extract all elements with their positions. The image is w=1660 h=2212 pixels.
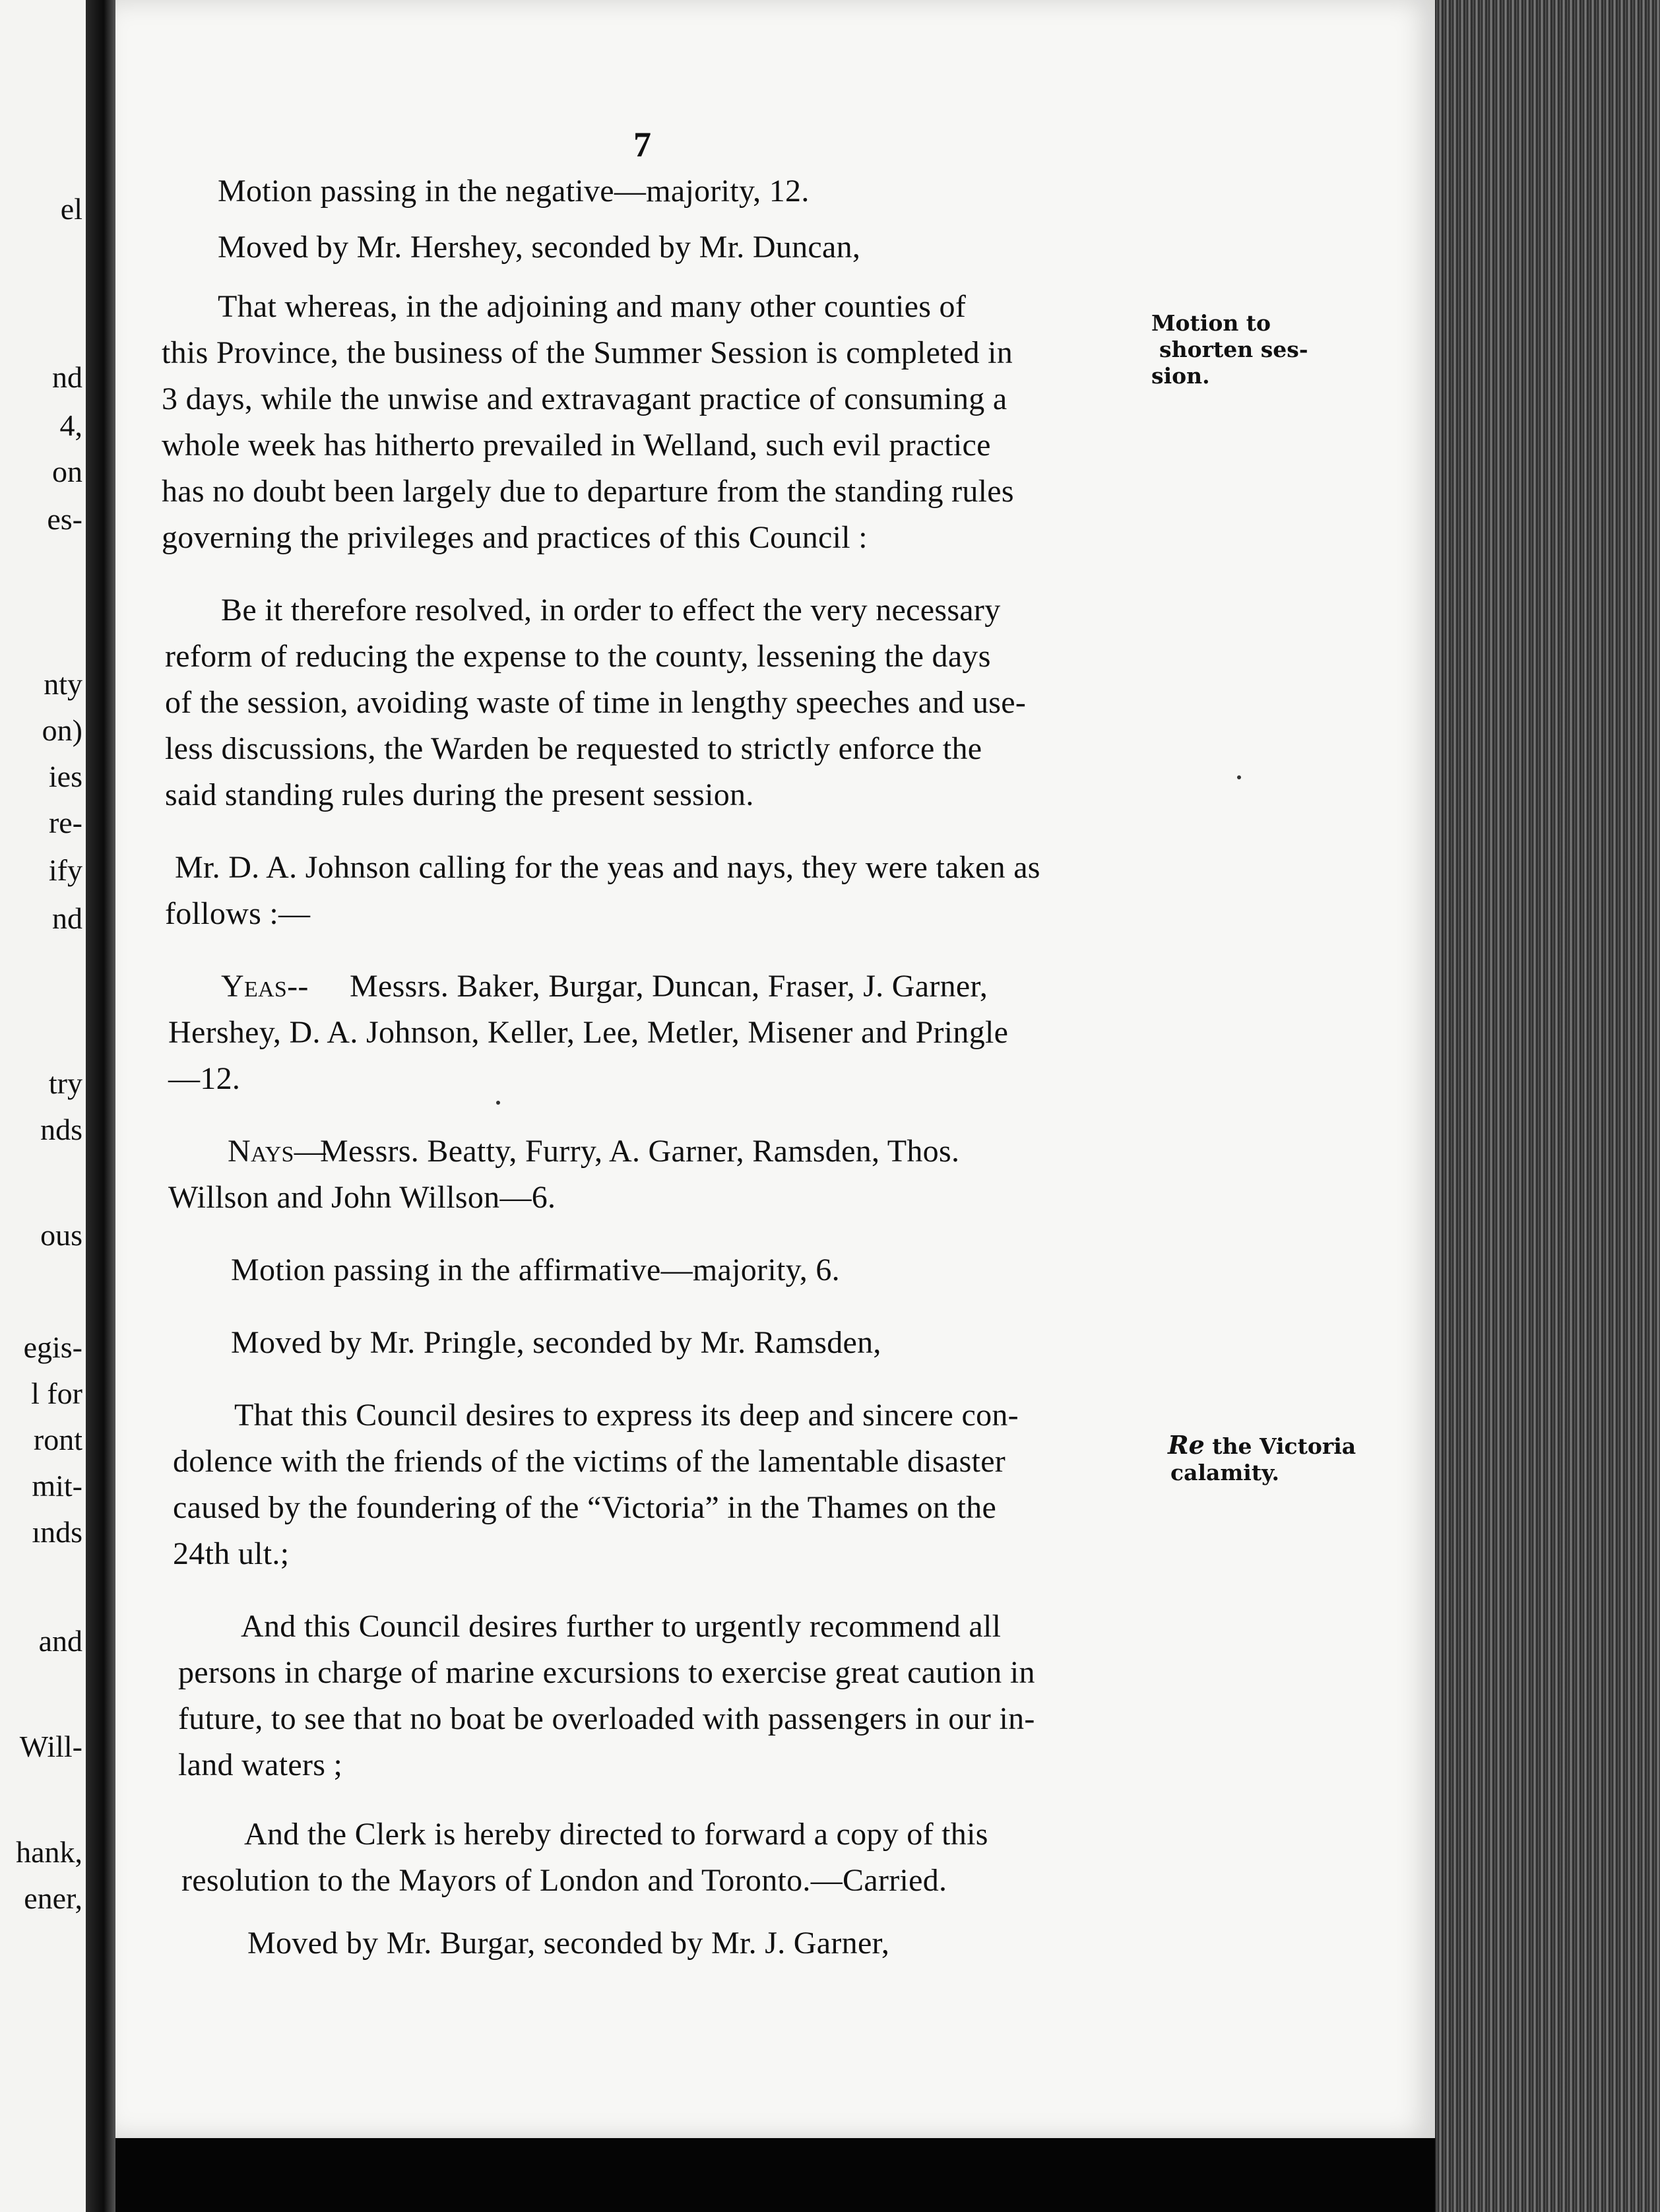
facing-page-text: ous [40,1218,82,1252]
margin-note-text: the Victoria [1204,1433,1357,1459]
facing-page-text: el [60,192,82,226]
text-line: Moved by Mr. Burgar, seconded by Mr. J. Garner, [247,1926,890,1961]
text-line: whole week has hitherto prevailed in Welland, such evil practice [162,428,991,463]
margin-note-line: Motion to [1151,310,1271,336]
vote-label: Yeas-- [221,969,309,1004]
facing-page-text: ify [48,853,82,887]
text-line: follows :— [165,896,311,931]
facing-page-text: nd [52,360,82,394]
text-line: land waters ; [178,1747,343,1782]
margin-note-line: sion. [1151,363,1210,389]
text-line: reform of reducing the expense to the county, lessening the days [165,639,991,674]
text-line: —12. [168,1061,241,1096]
text-line: said standing rules during the present session. [165,777,754,812]
facing-page-text: try [48,1066,82,1100]
facing-page-text: re- [48,806,82,839]
book-page-edges [1435,0,1660,2212]
facing-page-text: 4, [59,408,82,442]
margin-note-shorten-session [1151,310,1308,389]
facing-page-text: ınds [32,1515,82,1549]
facing-page-text: mit- [32,1469,82,1503]
text-line: And the Clerk is hereby directed to forward a copy of this [244,1817,988,1852]
text-line: Moved by Mr. Pringle, seconded by Mr. Ramsden, [231,1325,881,1360]
text-line: 3 days, while the unwise and extravagant practice of consuming a [162,381,1007,416]
text-line: future, to see that no boat be overloaded with passengers in our in- [178,1701,1035,1736]
facing-page-text: l for [31,1377,82,1410]
text-line: And this Council desires further to urgently recommend all [241,1609,1002,1644]
text-line: Motion passing in the affirmative—majority, 6. [231,1252,840,1287]
facing-page-text: and [38,1624,82,1658]
text-line: That whereas, in the adjoining and many other counties of [218,289,967,324]
text-line: Mr. D. A. Johnson calling for the yeas and nays, they were taken as [175,850,1040,885]
page-bottom-shadow [115,2138,1435,2212]
text-line: caused by the foundering of the “Victoria” in the Thames on the [173,1490,997,1525]
vote-label: Nays— [228,1134,327,1169]
text-line: persons in charge of marine excursions to exercise great caution in [178,1655,1035,1690]
facing-page-text: nds [40,1113,82,1146]
facing-page-text: ener, [24,1881,82,1915]
text-line: governing the privileges and practices of this Council : [162,520,868,555]
facing-page-text: ront [33,1423,82,1456]
facing-page-text: on) [42,713,82,747]
ink-speck [496,1101,500,1105]
facing-page-text: Will- [19,1730,82,1763]
text-line: has no doubt been largely due to departure from the standing rules [162,474,1014,509]
text-line: resolution to the Mayors of London and Toronto.—Carried. [181,1863,947,1898]
text-line: Motion passing in the negative—majority, 12. [218,174,810,209]
page-number: 7 [633,125,651,164]
text-line: 24th ult.; [173,1536,290,1571]
text-line: Hershey, D. A. Johnson, Keller, Lee, Metler, Misener and Pringle [168,1015,1009,1050]
text-line: less discussions, the Warden be requested to strictly enforce the [165,731,982,766]
text-line: Be it therefore resolved, in order to effect the very necessary [221,593,1001,628]
margin-note-line: calamity. [1170,1460,1279,1485]
text-line: Messrs. Baker, Burgar, Duncan, Fraser, J. Garner, [350,969,988,1004]
facing-page-text: nd [52,901,82,935]
margin-note-line: shorten ses- [1159,337,1308,362]
facing-page-text: on [52,455,82,488]
text-line: dolence with the friends of the victims of the lamentable disaster [173,1444,1006,1479]
facing-page-text: es- [47,502,82,536]
text-line: Moved by Mr. Hershey, seconded by Mr. Duncan, [218,230,861,265]
text-line: That this Council desires to express its deep and sincere con- [234,1398,1019,1433]
facing-page-text: ies [48,760,82,793]
text-line: Willson and John Willson—6. [168,1180,556,1215]
facing-page-fragment [0,0,86,2212]
facing-page-text: hank, [16,1835,82,1869]
facing-page-text: nty [44,667,82,701]
book-gutter [86,0,115,2212]
margin-note-italic: Re [1168,1430,1205,1460]
ink-speck [1237,775,1241,779]
margin-note-victoria-calamity [1168,1432,1356,1486]
text-line: of the session, avoiding waste of time in lengthy speeches and use- [165,685,1027,720]
text-line: this Province, the business of the Summer Session is completed in [162,335,1013,370]
text-line: Messrs. Beatty, Furry, A. Garner, Ramsden, Thos. [320,1134,960,1169]
facing-page-text: egis- [23,1330,82,1364]
